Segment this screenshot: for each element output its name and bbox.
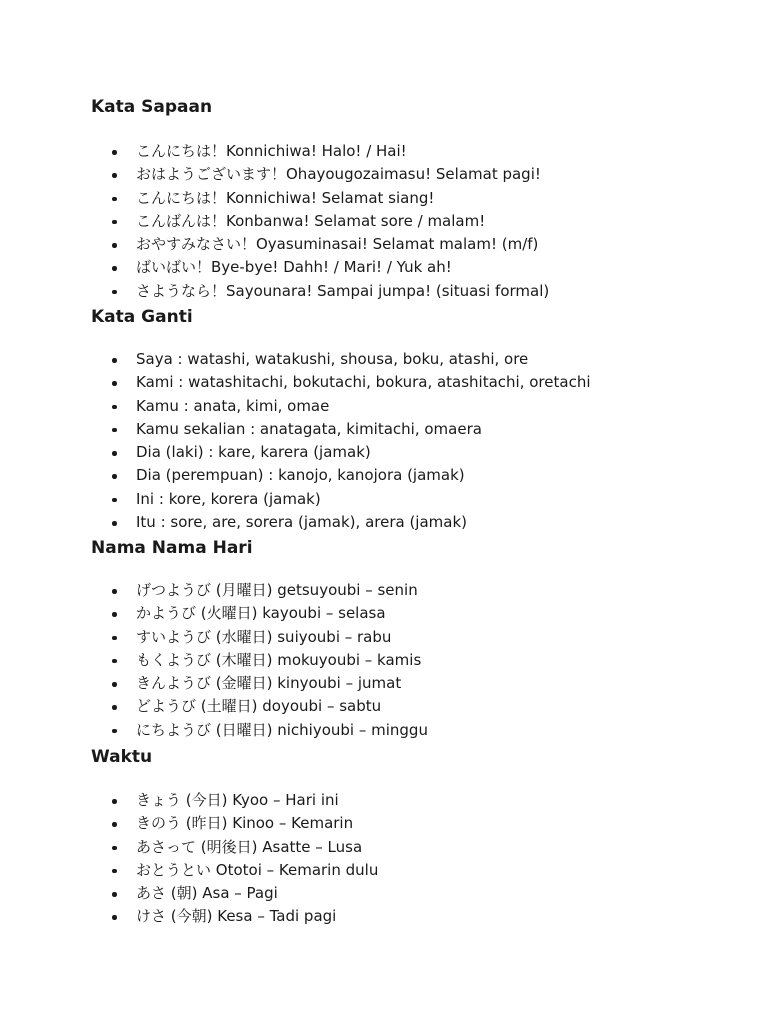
list-item: こんばんは！Konbanwa! Selamat sore / malam! [112,210,549,233]
list-item: きょう (今日) Kyoo – Hari ini [112,789,378,812]
list-item: こんにちは！Konnichiwa! Halo! / Hai! [112,140,549,163]
list-item: Kami : watashitachi, bokutachi, bokura, atashitachi, oretachi [112,371,591,394]
list-item: にちようび (日曜日) nichiyoubi – minggu [112,719,428,742]
greeting-list [112,140,549,303]
section-title-kata-ganti: Kata Ganti [91,307,193,327]
list-item: かようび (火曜日) kayoubi – selasa [112,602,428,625]
list-item: げつようび (月曜日) getsuyoubi – senin [112,579,428,602]
day-names-list [112,579,428,742]
list-item: Kamu sekalian : anatagata, kimitachi, omaera [112,418,591,441]
list-item: おはようございます！Ohayougozaimasu! Selamat pagi! [112,163,549,186]
section-title-kata-sapaan: Kata Sapaan [91,97,213,117]
list-item: ばいばい！Bye-bye! Dahh! / Mari! / Yuk ah! [112,256,549,279]
list-item: きんようび (金曜日) kinyoubi – jumat [112,672,428,695]
list-item: おやすみなさい！Oyasuminasai! Selamat malam! (m/f) [112,233,549,256]
list-item: Dia (laki) : kare, karera (jamak) [112,441,591,464]
list-item: あさって (明後日) Asatte – Lusa [112,836,378,859]
time-words-list [112,789,378,929]
list-item: もくようび (木曜日) mokuyoubi – kamis [112,649,428,672]
list-item: けさ (今朝) Kesa – Tadi pagi [112,905,378,928]
list-item: きのう (昨日) Kinoo – Kemarin [112,812,378,835]
list-item: Kamu : anata, kimi, omae [112,395,591,418]
list-item: あさ (朝) Asa – Pagi [112,882,378,905]
pronoun-list [112,348,591,534]
list-item: Saya : watashi, watakushi, shousa, boku, atashi, ore [112,348,591,371]
list-item: さようなら！Sayounara! Sampai jumpa! (situasi formal) [112,280,549,303]
list-item: すいようび (水曜日) suiyoubi – rabu [112,626,428,649]
section-title-waktu: Waktu [91,747,153,767]
list-item: どようび (土曜日) doyoubi – sabtu [112,695,428,718]
list-item: Itu : sore, are, sorera (jamak), arera (jamak) [112,511,591,534]
list-item: こんにちは！Konnichiwa! Selamat siang! [112,187,549,210]
list-item: おとうとい Ototoi – Kemarin dulu [112,859,378,882]
list-item: Dia (perempuan) : kanojo, kanojora (jamak) [112,464,591,487]
list-item: Ini : kore, korera (jamak) [112,488,591,511]
section-title-nama-nama-hari: Nama Nama Hari [91,538,253,558]
